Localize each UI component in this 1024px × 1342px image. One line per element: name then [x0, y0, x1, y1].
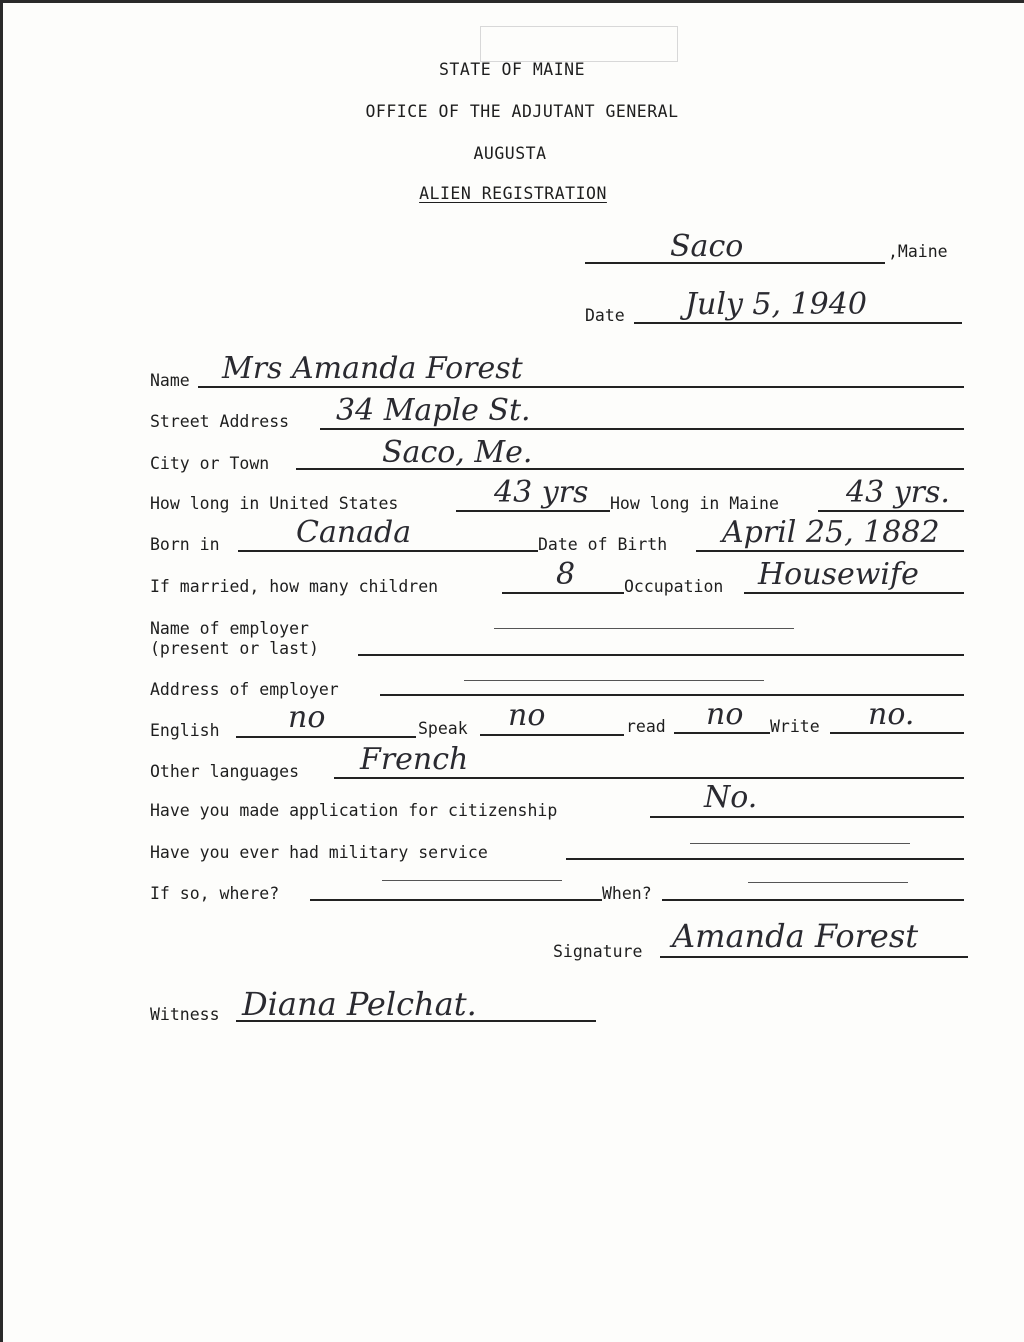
where-dash — [382, 880, 562, 881]
english-value: no — [288, 700, 326, 735]
name-line — [198, 386, 964, 388]
name-value: Mrs Amanda Forest — [222, 351, 523, 386]
speak-label: Speak — [418, 719, 468, 738]
employer-name-label-2: (present or last) — [150, 639, 319, 658]
born-in-label: Born in — [150, 535, 220, 554]
employer-address-dash — [464, 680, 764, 681]
witness-value: Diana Pelchat. — [242, 985, 477, 1023]
years-maine-label: How long in Maine — [610, 494, 779, 513]
birth-date-line — [696, 550, 964, 552]
read-label: read — [626, 717, 666, 736]
where-label: If so, where? — [150, 884, 280, 903]
date-line — [634, 322, 962, 324]
header-state: STATE OF MAINE — [438, 60, 586, 79]
children-label: If married, how many children — [150, 577, 439, 596]
date-label: Date — [585, 306, 625, 325]
military-label: Have you ever had military service — [150, 843, 488, 862]
date-value: July 5, 1940 — [685, 287, 867, 322]
faint-stamp-outline — [480, 26, 678, 62]
birth-date-label: Date of Birth — [538, 535, 668, 554]
years-us-value: 43 yrs — [494, 475, 589, 510]
form-title: ALIEN REGISTRATION — [419, 184, 607, 203]
employer-address-line — [380, 694, 964, 696]
birth-date-value: April 25, 1882 — [722, 515, 940, 550]
signature-line — [660, 956, 968, 958]
military-dash — [690, 843, 910, 844]
born-in-line — [238, 550, 538, 552]
city-label: City or Town — [150, 454, 270, 473]
years-us-line — [456, 510, 610, 512]
header-office: OFFICE OF THE ADJUTANT GENERAL — [365, 102, 679, 121]
read-line — [674, 732, 770, 734]
scan-edge-top — [0, 0, 1024, 3]
citizenship-line — [650, 816, 964, 818]
write-line — [830, 732, 964, 734]
children-value: 8 — [556, 557, 576, 592]
occupation-label: Occupation — [624, 577, 724, 596]
occupation-line — [744, 592, 964, 594]
name-label: Name — [150, 371, 190, 390]
signature-label: Signature — [553, 942, 643, 961]
employer-name-label: Name of employer — [150, 619, 309, 638]
citizenship-label: Have you made application for citizenship — [150, 801, 558, 820]
employer-name-line — [358, 654, 964, 656]
speak-line — [480, 734, 624, 736]
other-languages-line — [334, 777, 964, 779]
city-value: Saco, Me. — [382, 435, 533, 470]
place-suffix: ,Maine — [888, 242, 948, 261]
header-city: AUGUSTA — [473, 144, 547, 163]
years-maine-line — [818, 510, 964, 512]
street-line — [320, 428, 964, 430]
citizenship-value: No. — [704, 780, 758, 815]
street-label: Street Address — [150, 412, 290, 431]
street-value: 34 Maple St. — [336, 393, 531, 428]
years-maine-value: 43 yrs. — [846, 475, 950, 510]
born-in-value: Canada — [296, 515, 412, 550]
when-line — [662, 899, 964, 901]
english-line — [236, 736, 416, 738]
speak-value: no — [508, 698, 546, 733]
when-dash — [748, 882, 908, 883]
years-us-label: How long in United States — [150, 494, 399, 513]
children-line — [502, 592, 624, 594]
english-label: English — [150, 721, 220, 740]
write-value: no. — [868, 697, 915, 732]
other-languages-label: Other languages — [150, 762, 300, 781]
when-label: When? — [602, 884, 652, 903]
other-languages-value: French — [360, 742, 469, 777]
employer-name-dash — [494, 628, 794, 629]
signature-value: Amanda Forest — [672, 917, 919, 955]
place-value: Saco — [670, 229, 744, 264]
military-line — [566, 858, 964, 860]
read-value: no — [706, 697, 744, 732]
occupation-value: Housewife — [758, 557, 919, 592]
write-label: Write — [770, 717, 820, 736]
witness-label: Witness — [150, 1005, 220, 1024]
employer-address-label: Address of employer — [150, 680, 339, 699]
where-line — [310, 899, 602, 901]
